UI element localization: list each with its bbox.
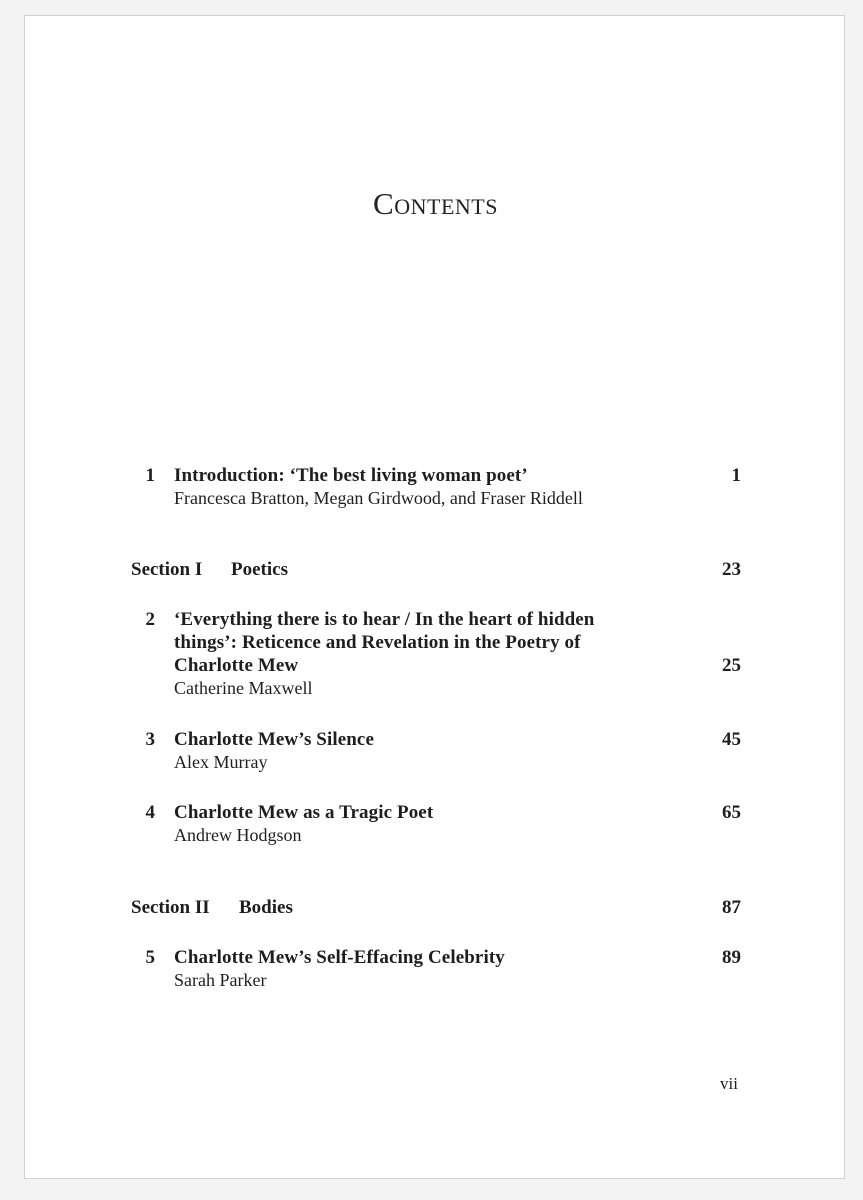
section-page-number: 23 bbox=[722, 559, 741, 580]
chapter-body bbox=[174, 608, 654, 700]
chapter-page-number: 1 bbox=[731, 465, 741, 486]
folio-page-number: vii bbox=[720, 1074, 738, 1093]
chapter-title-line: ‘Everything there is to hear / In the heart of hidden bbox=[174, 609, 595, 630]
chapter-body bbox=[174, 801, 654, 847]
section-label: Section II bbox=[131, 897, 210, 918]
chapter-title bbox=[174, 608, 654, 677]
chapter-page-number: 25 bbox=[722, 655, 741, 676]
chapter-author: Sarah Parker bbox=[174, 970, 267, 990]
chapter-number: 4 bbox=[145, 802, 155, 823]
chapter-body bbox=[174, 464, 654, 510]
chapter-author: Andrew Hodgson bbox=[174, 825, 302, 845]
chapter-title-line: Charlotte Mew bbox=[174, 655, 299, 676]
chapter-author: Catherine Maxwell bbox=[174, 678, 313, 698]
book-page bbox=[24, 15, 845, 1179]
chapter-page-number: 45 bbox=[722, 729, 741, 750]
contents-heading: Contents bbox=[373, 186, 498, 221]
chapter-title-line: Charlotte Mew as a Tragic Poet bbox=[174, 802, 434, 823]
section-title: Bodies bbox=[239, 897, 293, 918]
section-page-number: 87 bbox=[722, 897, 741, 918]
chapter-title-line: things’: Reticence and Revelation in the Poetry of bbox=[174, 632, 581, 653]
chapter-author: Francesca Bratton, Megan Girdwood, and Fraser Riddell bbox=[174, 488, 583, 508]
chapter-title-line: Charlotte Mew’s Self-Effacing Celebrity bbox=[174, 947, 505, 968]
chapter-title bbox=[174, 946, 654, 969]
chapter-number: 2 bbox=[145, 609, 155, 630]
chapter-author: Alex Murray bbox=[174, 752, 268, 772]
chapter-page-number: 89 bbox=[722, 947, 741, 968]
chapter-title bbox=[174, 728, 654, 751]
chapter-title-line: Charlotte Mew’s Silence bbox=[174, 729, 374, 750]
chapter-number: 5 bbox=[145, 947, 155, 968]
chapter-number: 3 bbox=[145, 729, 155, 750]
chapter-number: 1 bbox=[145, 465, 155, 486]
chapter-title bbox=[174, 464, 654, 487]
section-title: Poetics bbox=[231, 559, 288, 580]
chapter-page-number: 65 bbox=[722, 802, 741, 823]
chapter-body bbox=[174, 946, 654, 992]
section-label: Section I bbox=[131, 559, 203, 580]
chapter-title bbox=[174, 801, 654, 824]
chapter-title-line: Introduction: ‘The best living woman poet’ bbox=[174, 465, 528, 486]
chapter-body bbox=[174, 728, 654, 774]
